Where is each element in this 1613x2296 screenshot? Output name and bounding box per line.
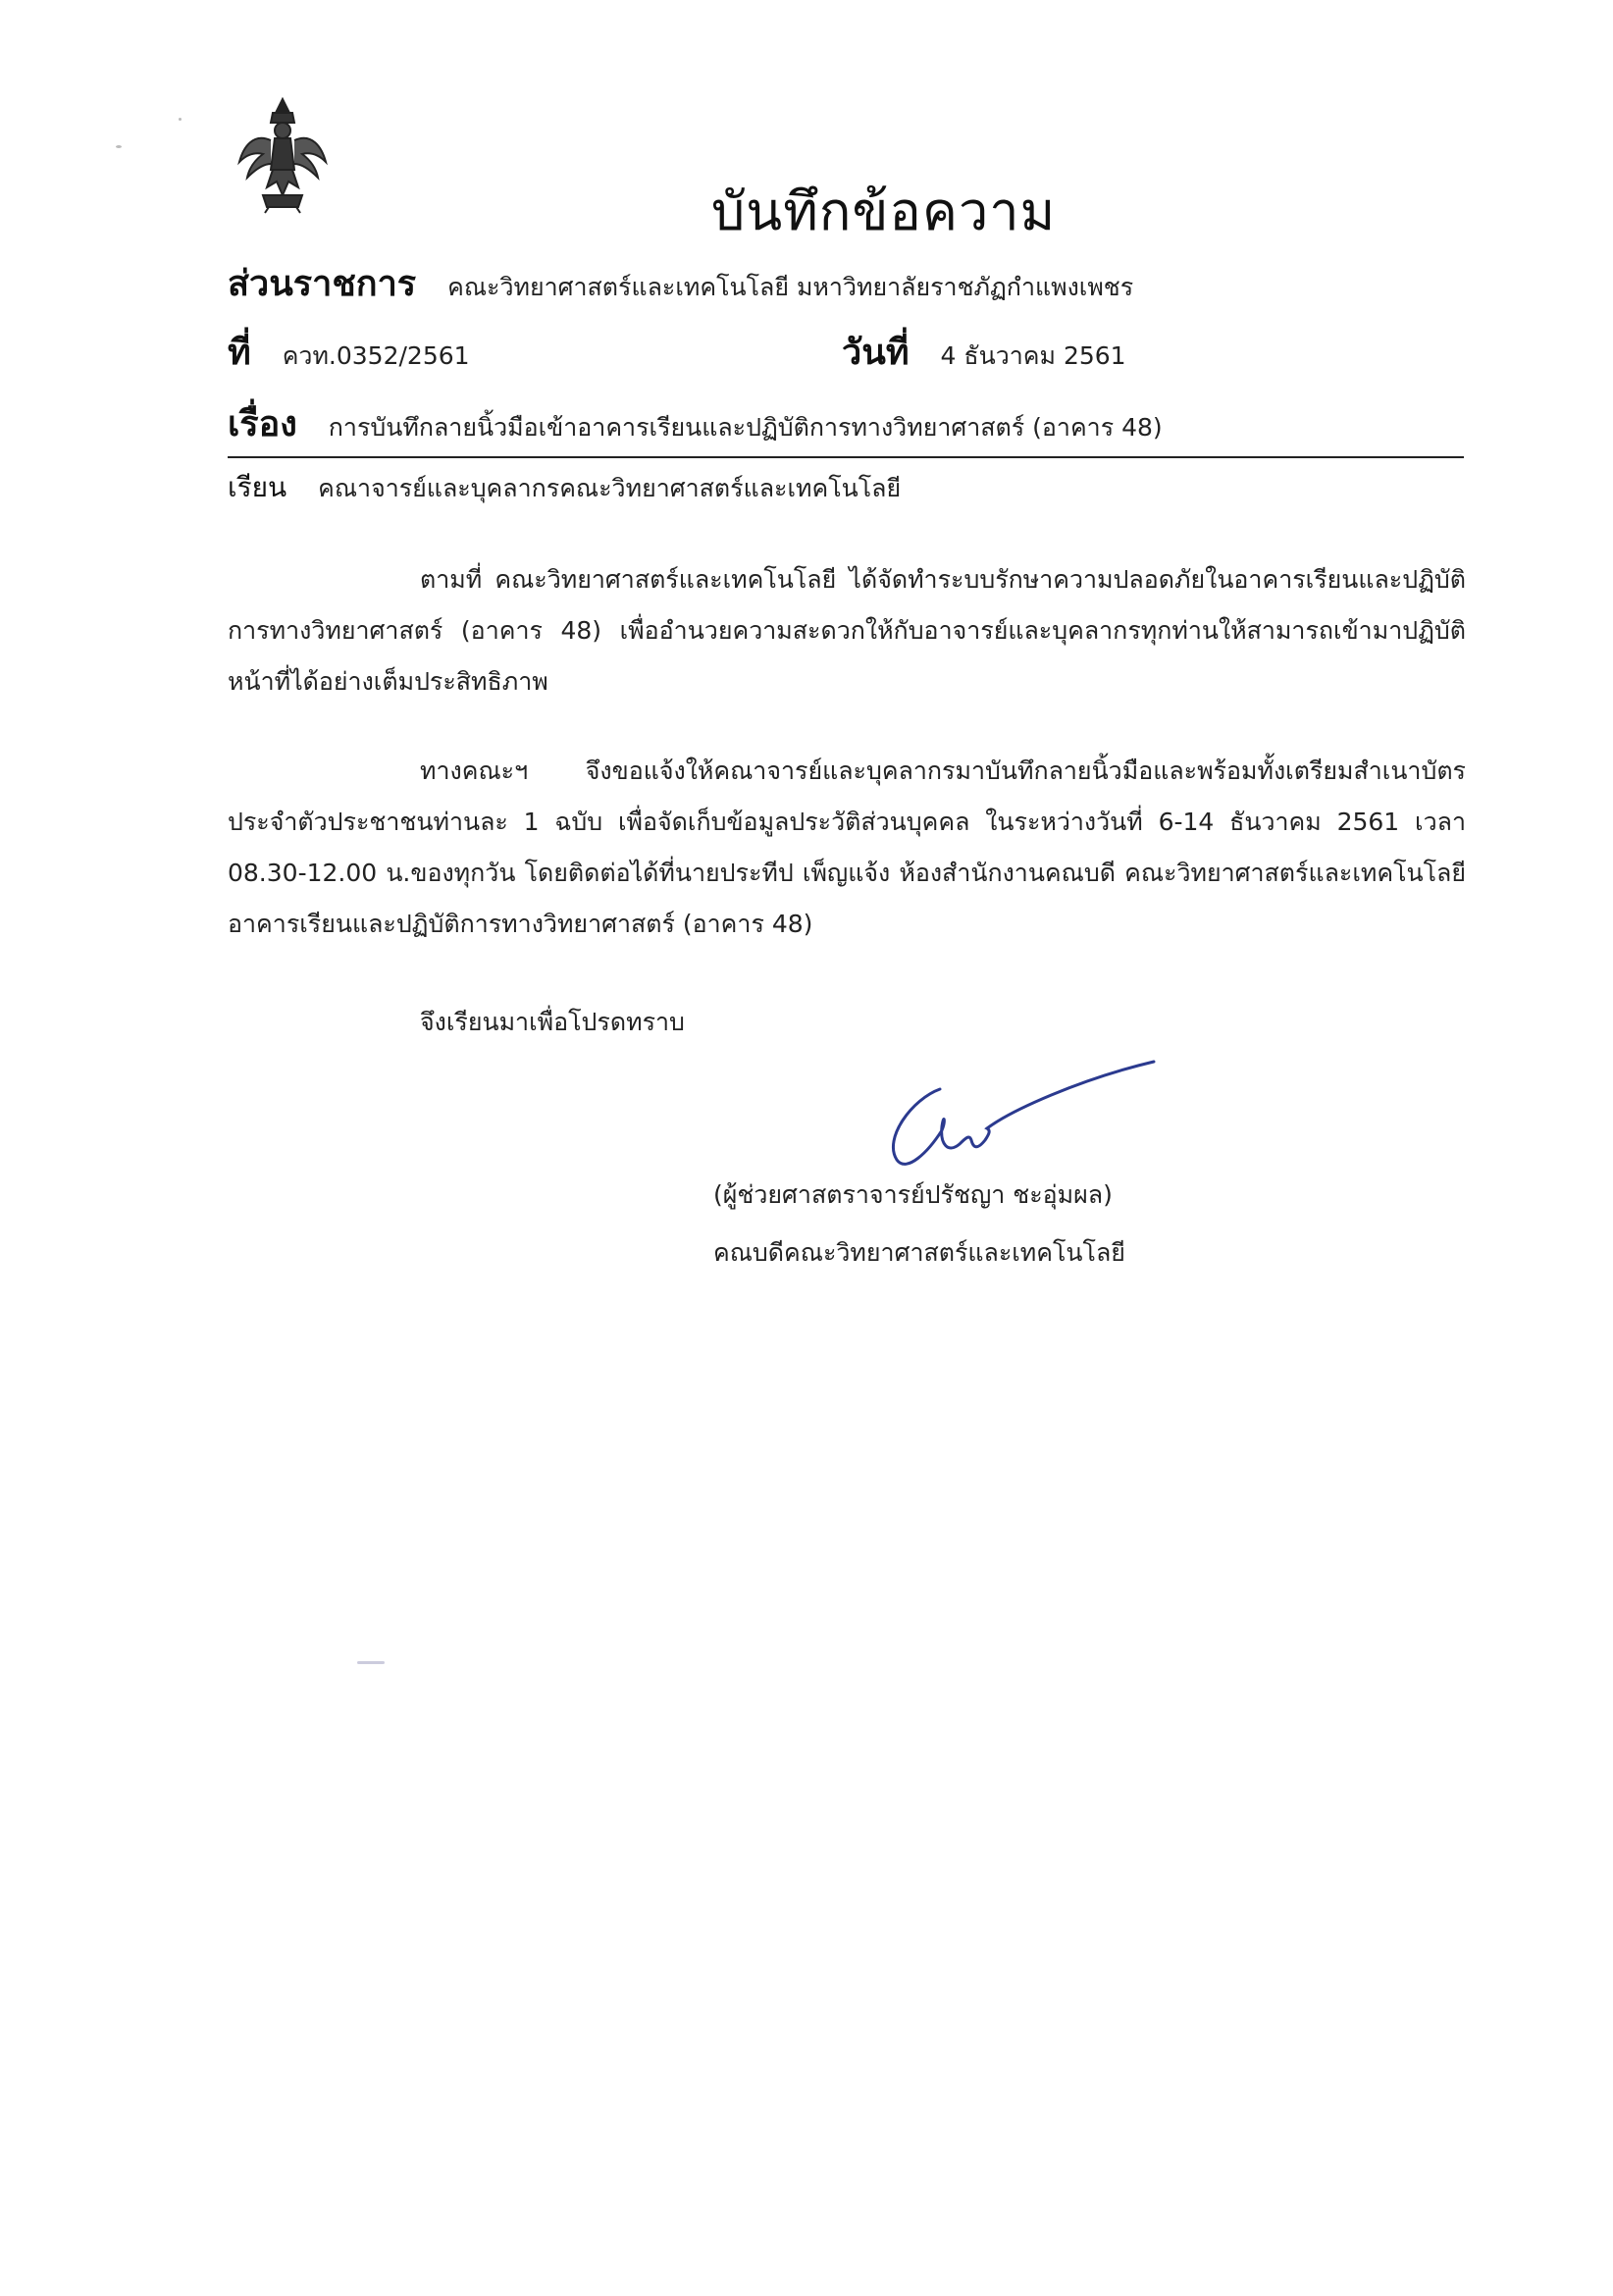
date-field [842,324,1126,380]
header-divider [228,456,1464,458]
agency-label: ส่วนราชการ [228,264,417,304]
agency-field [228,255,1133,311]
signature-icon [863,1050,1158,1177]
date-label: วันที่ [842,333,910,373]
signer-name: (ผู้ช่วยศาสตราจารย์ปรัชญา ชะอุ่มผล) [713,1180,1113,1209]
reference-label: ที่ [228,333,251,373]
garuda-emblem-icon [234,93,332,216]
agency-value: คณะวิทยาศาสตร์และเทคโนโลยี มหาวิทยาลัยราชภัฏกำแพงเพชร [447,273,1134,301]
scan-speck [357,1661,385,1664]
closing-line: จึงเรียนมาเพื่อโปรดทราบ [420,1008,685,1036]
recipient-label: เรียน [228,471,287,503]
memo-title: บันทึกข้อความ [711,181,1057,242]
scan-speck [179,118,182,121]
signer-title: คณบดีคณะวิทยาศาสตร์และเทคโนโลยี [713,1238,1125,1267]
reference-value: ควท.0352/2561 [282,341,470,370]
subject-field [228,395,1163,451]
date-value: 4 ธันวาคม 2561 [940,341,1126,370]
reference-field [228,324,470,380]
subject-label: เรื่อง [228,404,297,444]
recipient-field [228,466,901,509]
scan-speck [116,145,122,148]
recipient-value: คณาจารย์และบุคลากรคณะวิทยาศาสตร์และเทคโนโลยี [318,474,902,502]
body-paragraph-1: ตามที่ คณะวิทยาศาสตร์และเทคโนโลยี ได้จัดทำระบบรักษาความปลอดภัยในอาคารเรียนและปฏิบัติการทางวิทยาศาสตร์ (อาคาร 48) เพื่ออำนวยความสะดวกให้กับอาจารย์และบุคลากรทุกท่านให้สามารถเข้ามาปฏิบัติหน้าที่ได้อย่างเต็มประสิทธิภาพ [228,565,1466,696]
body-paragraph-2: ทางคณะฯ จึงขอแจ้งให้คณาจารย์และบุคลากรมาบันทึกลายนิ้วมือและพร้อมทั้งเตรียมสำเนาบัตรประจำตัวประชาชนท่านละ 1 ฉบับ เพื่อจัดเก็บข้อมูลประวัติส่วนบุคคล ในระหว่างวันที่ 6-14 ธันวาคม 2561 เวลา 08.30-12.00 น.ของทุกวัน โดยติดต่อได้ที่นายประทีป เพ็ญแจ้ง ห้องสำนักงานคณบดี คณะวิทยาศาสตร์และเทคโนโลยี อาคารเรียนและปฏิบัติการทางวิทยาศาสตร์ (อาคาร 48) [228,757,1466,938]
subject-value: การบันทึกลายนิ้วมือเข้าอาคารเรียนและปฏิบัติการทางวิทยาศาสตร์ (อาคาร 48) [328,413,1163,442]
